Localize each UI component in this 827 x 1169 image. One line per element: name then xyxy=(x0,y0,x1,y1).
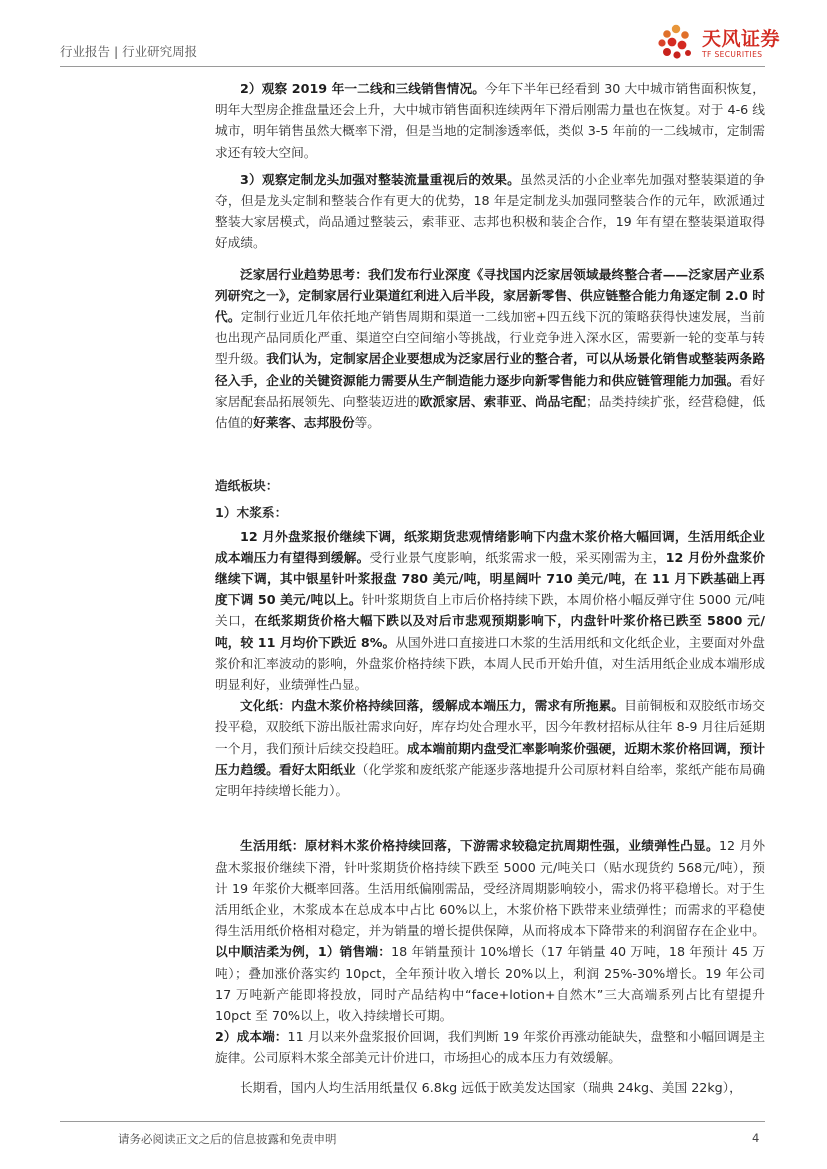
logo-name: 天风证券 xyxy=(702,28,781,50)
report-body xyxy=(215,78,765,1098)
paragraph-3-bold-3: 欧派家居、索菲亚、尚品宅配 xyxy=(419,393,587,409)
footer-disclaimer: 请务必阅读正文之后的信息披露和免责申明 xyxy=(118,1132,337,1146)
paragraph-4 xyxy=(215,526,765,696)
section-heading-pulp: 1）木浆系： xyxy=(215,505,288,521)
paragraph-2 xyxy=(215,169,765,254)
paragraph-6-text-3: 11 月以来外盘浆报价回调，我们判断 19 年浆价再涨动能缺失，盘整和小幅回调是主旋律。公司原料木浆全部美元计价进口，市场担心的成本压力有效缓解。 xyxy=(215,1029,765,1066)
header-divider xyxy=(60,66,765,67)
paragraph-5-bold-1: 文化纸：内盘木浆价格持续回落，缓解成本端压力，需求有所拖累。 xyxy=(240,698,625,714)
paragraph-3-bold-2: 我们认为，定制家居企业要想成为泛家居行业的整合者，可以从场景化销售或整装两条路径入手，企业的关键资源能力需要从生产制造能力逐步向新零售能力和供应链管理能力加强。 xyxy=(215,351,766,388)
paragraph-6b xyxy=(215,1026,765,1068)
paragraph-5-text-1: 目前铜板和双胶纸市场交投平稳，双胶纸下游出版社需求向好，库存均处合理水平，因今年教材招标从往年 8-9 月往后延期一个月，我们预计后续交投趋旺。 xyxy=(215,698,765,756)
paragraph-3-text-3: ；品类持续扩张，经营稳健，低估值的 xyxy=(215,393,766,431)
paragraph-5-text-2: （化学浆和废纸浆产能逐步落地提升公司原材料自给率，浆纸产能布局确定明年持续增长能力）。 xyxy=(215,761,766,799)
paragraph-1-text: 今年下半年已经看到 30 大中城市销售面积恢复，明年大型房企推盘量还会上升，大中城市销售面积连续两年下滑后刚需力量也在恢复。对于 4-6 线城市，明年销售虽然大概率下滑，但是当地的定制渗透率低，类似 3-5 年前的一二线城市，定制需求还有较大空间。 xyxy=(215,81,765,160)
logo-subtitle: TF SECURITIES xyxy=(702,50,763,59)
section-heading-paper: 造纸板块： xyxy=(215,478,279,494)
paragraph-3-bold-4: 好莱客、志邦股份 xyxy=(253,415,355,431)
paragraph-4-bold-3: 在纸浆期货价格大幅下跌以及对后市悲观预期影响下，内盘针叶浆价格已跌至 5800 元/吨，较 11 月均价下跌近 8%。 xyxy=(215,613,766,650)
paragraph-6-text-1: 12 月外盘木浆报价继续下滑，针叶浆期货价格持续下跌至 5000 元/吨关口（贴水现货约 568元/吨），预计 19 年浆价大概率回落。生活用纸偏刚需品，受经济周期影响较小，需求仍将平稳增长。对于生活用纸企业，木浆成本在总成本中占比 60%以上，木浆价格下跌带来业绩弹性；而需求的平稳使得生活用纸价格相对稳定，并为销量的增长提供保障，从而将成本下降带来的利润留存在企业中。 xyxy=(215,838,766,939)
paragraph-4-text-2: 针叶浆期货自上市后价格持续下跌，本周价格小幅反弹守住 5000 元/吨关口， xyxy=(215,592,765,629)
paragraph-4-bold-2: 12 月份外盘浆价继续下调，其中银星针叶浆报盘 780 美元/吨，明星阔叶 710 美元/吨，在 11 月下跌基础上再度下调 50 美元/吨以上。 xyxy=(215,549,766,608)
paragraph-6-bold-1: 生活用纸：原材料木浆价格持续回落，下游需求较稳定抗周期性强，业绩弹性凸显。 xyxy=(240,838,719,854)
paragraph-3-text-1: 定制行业近几年依托地产销售周期和渠道一二线加密+四五线下沉的策略获得快速发展，当前也出现产品同质化严重、渠道空白空间缩小等挑战，行业竞争进入深水区，需要新一轮的变革与转型升级。 xyxy=(215,309,765,367)
paragraph-5-bold-2: 成本端前期内盘受汇率影响浆价强硬，近期木浆价格回调，预计压力趋缓。看好太阳纸业 xyxy=(215,740,766,777)
paragraph-6-text-2: 18 年销量预计 10%增长（17 年销量 40 万吨，18 年预计 45 万吨）；叠加涨价落实约 10pct，全年预计收入增长 20%以上，利润 25%-30%增长。19 年公司 17 万吨新产能即将投放，同时产品结构中“face+lotion+自然木”三大高端系列占比有望提升 10pct 至 70%以上，收入持续增长可期。 xyxy=(215,944,766,1023)
paragraph-5 xyxy=(215,695,765,801)
breadcrumb: 行业报告 | 行业研究周报 xyxy=(60,44,198,59)
page-number: 4 xyxy=(752,1131,760,1145)
paragraph-1 xyxy=(215,78,765,163)
paragraph-6-bold-3: 2）成本端： xyxy=(215,1029,288,1045)
paragraph-4-bold-1: 12 月外盘浆报价继续下调，纸浆期货悲观情绪影响下内盘木浆价格大幅回调，生活用纸企业成本端压力有望得到缓解。 xyxy=(215,528,765,565)
paragraph-3 xyxy=(215,264,765,434)
paragraph-2-text: 虽然灵活的小企业率先加强对整装渠道的争夺，但是龙头定制和整装合作有更大的优势，18 年是定制龙头加强同整装合作的元年，欧派通过整装大家居模式，尚品通过整装云，索菲亚、志邦也积极和装企合作，19 年有望在整装渠道取得好成绩。 xyxy=(215,171,766,251)
paragraph-6 xyxy=(215,835,765,1026)
paragraph-4-text-1: 受行业景气度影响，纸浆需求一般，采买刚需为主， xyxy=(369,549,666,565)
paragraph-1-bold: 2）观察 2019 年一二线和三线销售情况。 xyxy=(240,81,486,96)
paragraph-6-bold-2: 以中顺洁柔为例，1）销售端： xyxy=(215,944,392,960)
paragraph-3-text-2: 看好家居配套品拓展领先、向整装迈进的 xyxy=(215,372,766,409)
paragraph-3-bold-1: 泛家居行业趋势思考：我们发布行业深度《寻找国内泛家居领域最终整合者——泛家居产业系列研究之一》，定制家居行业渠道红利进入后半段，家居新零售、供应链整合能力角逐定制 2.0 时代。 xyxy=(215,266,765,325)
paragraph-3-text-4: 等。 xyxy=(354,415,380,431)
paragraph-2-bold: 3）观察定制龙头加强对整装流量重视后的效果。 xyxy=(240,171,521,187)
paragraph-4-text-3: 从国外进口直接进口木浆的生活用纸和文化纸企业，主要面对外盘浆价和汇率波动的影响，外盘浆价格持续下跌，本周人民币开始升值，对生活用纸企业成本端形成明显利好，业绩弹性凸显。 xyxy=(215,634,765,693)
footer-divider xyxy=(60,1121,765,1122)
paragraph-7: 长期看，国内人均生活用纸量仅 6.8kg 远低于欧美发达国家（瑞典 24kg、美国 22kg）， xyxy=(240,1079,742,1095)
